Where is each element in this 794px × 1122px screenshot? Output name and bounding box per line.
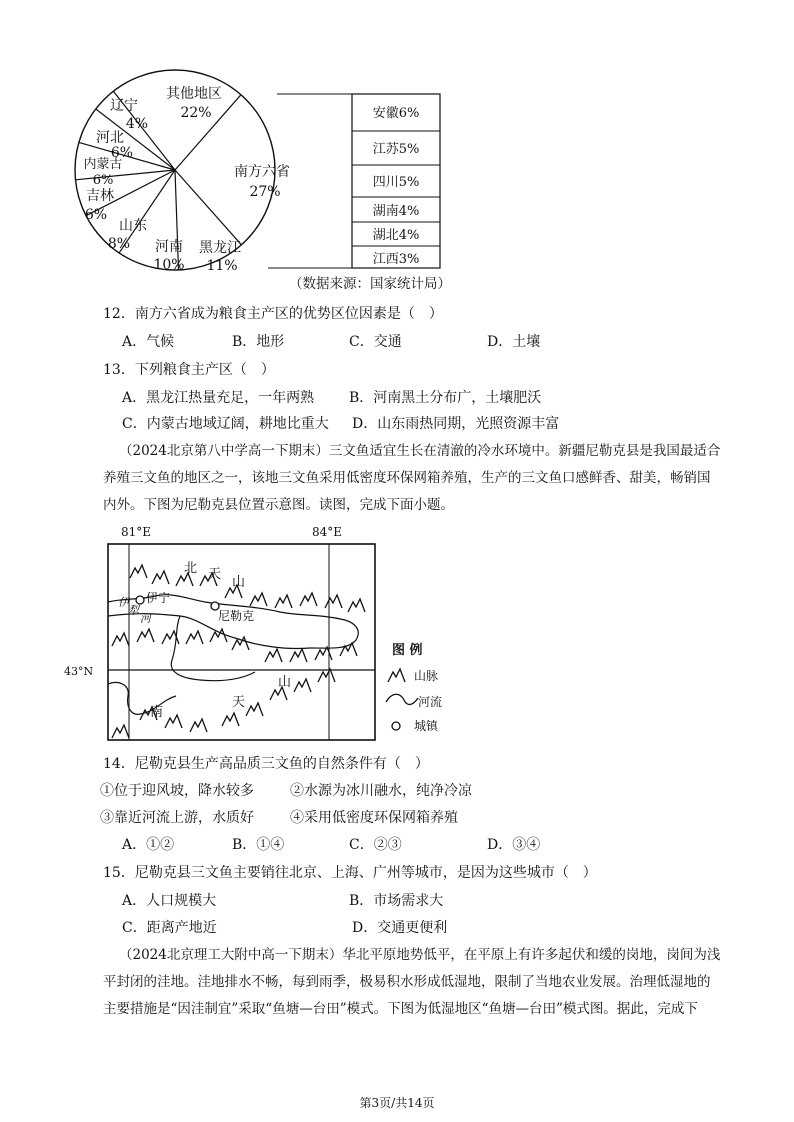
label-heilongjiang: 黑龙江 — [199, 240, 241, 256]
label-ili-3: 河 — [140, 612, 151, 625]
value-heilongjiang: 11% — [206, 258, 238, 274]
q14-option-d[interactable]: D．③④ — [487, 837, 541, 853]
value-jilin: 6% — [84, 207, 108, 223]
legend-town-icon — [392, 722, 400, 730]
label-north-2: 天 — [208, 567, 222, 582]
label-nileke: 尼勒克 — [218, 609, 255, 623]
pie-figure — [0, 0, 794, 300]
breakdown-anhui: 安徽6% — [372, 106, 420, 121]
label-north-1: 北 — [184, 561, 198, 576]
q13-option-d[interactable]: D．山东雨热同期，光照资源丰富 — [352, 416, 560, 432]
town-yining — [136, 596, 144, 604]
legend-mountain: 山脉 — [414, 669, 439, 683]
pie-source: （数据来源：国家统计局） — [289, 276, 451, 292]
value-shandong: 8% — [107, 236, 131, 252]
q14-item-2: ②水源为冰川融水，纯净冷凉 — [290, 783, 472, 799]
q15-option-c[interactable]: C．距离产地近 — [122, 920, 217, 936]
legend-mountain-icon — [388, 669, 405, 682]
q14-item-3: ③靠近河流上游，水质好 — [100, 810, 254, 826]
q14-item-4: ④采用低密度环保网箱养殖 — [290, 810, 458, 826]
legend-river: 河流 — [418, 695, 443, 709]
legend-title: 图 例 — [392, 643, 423, 658]
q15-option-b[interactable]: B．市场需求大 — [349, 893, 444, 909]
legend-town: 城镇 — [414, 719, 439, 733]
map-lon-84: 84°E — [312, 525, 343, 539]
q12-option-c[interactable]: C．交通 — [349, 334, 402, 350]
q15-option-d[interactable]: D．交通更便利 — [352, 920, 448, 936]
label-hebei: 河北 — [96, 130, 124, 146]
label-south-2: 天 — [232, 695, 246, 710]
q12-option-b[interactable]: B．地形 — [232, 334, 285, 350]
breakdown-sichuan: 四川5% — [372, 175, 420, 190]
label-qita: 其他地区 — [166, 86, 222, 102]
value-henan: 10% — [153, 257, 185, 273]
label-south-1: 南 — [150, 705, 164, 720]
page-number: 第3页/共14页 — [359, 1096, 435, 1110]
label-shandong: 山东 — [119, 218, 147, 234]
value-liaoning: 4% — [125, 116, 149, 132]
value-qita: 22% — [180, 105, 212, 121]
q12-stem: 12．南方六省成为粮食主产区的优势区位因素是（ ） — [103, 306, 443, 322]
middle-mountain-range — [112, 629, 357, 662]
breakdown-hunan: 湖南4% — [372, 204, 420, 219]
label-liaoning: 辽宁 — [110, 98, 138, 114]
breakdown-jiangsu: 江苏5% — [372, 142, 420, 157]
label-north-3: 山 — [232, 575, 246, 590]
south-mountain-range — [112, 669, 335, 738]
pie-boundary-3 — [175, 170, 241, 245]
q14-option-a[interactable]: A．①② — [122, 837, 175, 853]
q14-stem: 14．尼勒克县生产高品质三文鱼的自然条件有（ ） — [103, 756, 429, 772]
map-lat-43: 43°N — [64, 665, 94, 678]
breakdown-jiangxi: 江西3% — [372, 252, 420, 267]
legend-river-icon — [386, 694, 418, 704]
q15-option-a[interactable]: A．人口规模大 — [122, 893, 217, 909]
label-yining: 伊宁 — [146, 591, 171, 605]
q12-option-a[interactable]: A．气候 — [122, 334, 175, 350]
label-jilin: 吉林 — [86, 188, 114, 204]
label-neimenggu: 内蒙古 — [83, 157, 123, 172]
q14-item-1: ①位于迎风坡，降水较多 — [100, 783, 254, 799]
nileke-map — [0, 520, 794, 750]
label-south-3: 山 — [278, 675, 292, 690]
q15-stem: 15．尼勒克县三文鱼主要销往北京、上海、广州等城市，是因为这些城市（ ） — [103, 865, 597, 881]
label-ili-1: 伊 — [118, 596, 129, 609]
passage-lowland: （2024北京理工大附中高一下期末）华北平原地势低平，在平原上有许多起伏和缓的岗地，岗间为浅平封闭的洼地。洼地排水不畅，每到雨季，极易积水形成低湿地，限制了当地农业发展。治理低湿地的主要措施是“因洼制宜”采取“鱼塘—台田”模式。下图为低湿地区“鱼塘—台田”模式图。据此，完成下 — [103, 947, 721, 1017]
q14-option-b[interactable]: B．①④ — [232, 837, 285, 853]
q13-option-b[interactable]: B．河南黑土分布广，土壤肥沃 — [349, 390, 542, 406]
map-lon-81: 81°E — [121, 525, 152, 539]
q12-option-d[interactable]: D．土壤 — [487, 334, 541, 350]
value-nanfang: 27% — [249, 184, 281, 200]
value-neimenggu: 6% — [92, 173, 114, 188]
label-nanfang: 南方六省 — [234, 164, 290, 180]
q13-stem: 13．下列粮食主产区（ ） — [103, 362, 275, 378]
passage-salmon: （2024北京第八中学高一下期末）三文鱼适宜生长在清澈的冷水环境中。新疆尼勒克县是我国最适合养殖三文鱼的地区之一，该地三文鱼采用低密度环保网箱养殖，生产的三文鱼口感鲜香、甜美，畅销国内外。下图为尼勒克县位置示意图。读图，完成下面小题。 — [103, 443, 721, 513]
breakdown-hubei: 湖北4% — [372, 228, 420, 243]
q13-option-a[interactable]: A．黑龙江热量充足，一年两熟 — [122, 390, 315, 406]
q13-option-c[interactable]: C．内蒙古地域辽阔，耕地比重大 — [122, 416, 329, 432]
label-ili-2: 犁 — [128, 604, 139, 617]
value-hebei: 6% — [110, 145, 134, 161]
label-henan: 河南 — [155, 239, 183, 255]
q14-option-c[interactable]: C．②③ — [349, 837, 402, 853]
